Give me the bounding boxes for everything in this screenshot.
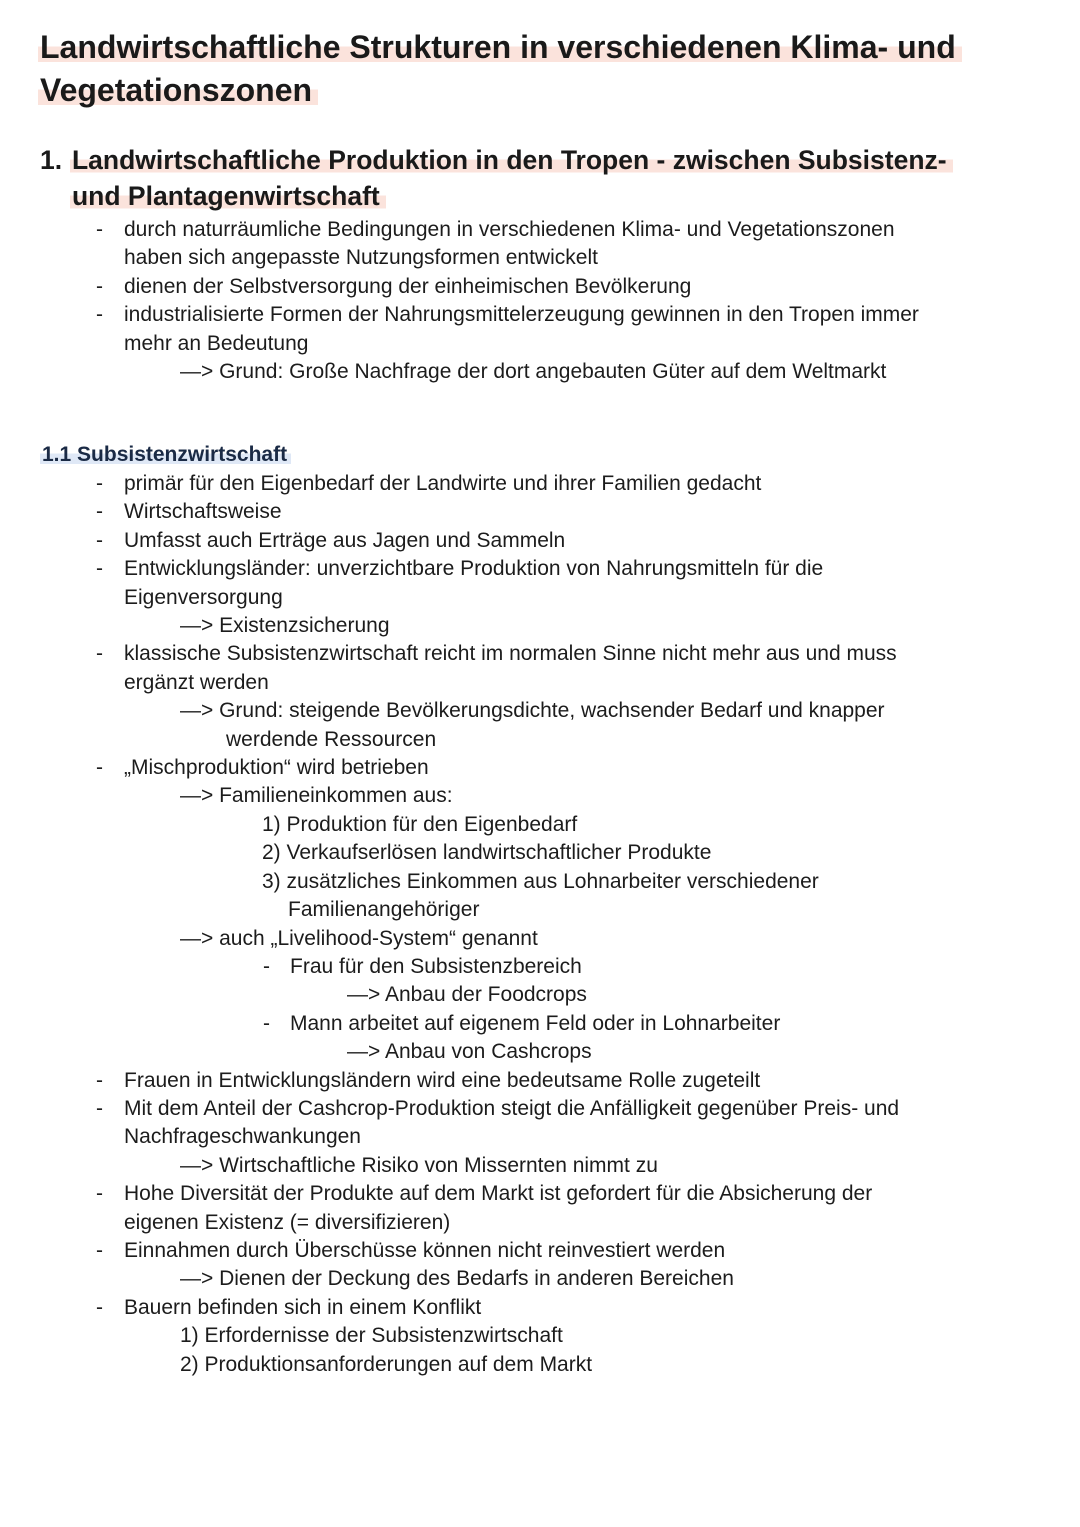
sub-list-item: - Mann arbeitet auf eigenem Feld oder in Lohnarbeiter bbox=[0, 1010, 1060, 1038]
arrow-note: —> Existenzsicherung bbox=[180, 614, 390, 638]
list-item-text: Mit dem Anteil der Cashcrop-Produktion steigt die Anfälligkeit gegenüber Preis- und bbox=[124, 1096, 900, 1120]
section-1-1-heading-text: 1.1 Subsistenzwirtschaft bbox=[40, 443, 291, 466]
section-1-heading-line-1: Landwirtschaftliche Produktion in den Tropen - zwischen Subsistenz- bbox=[70, 145, 953, 175]
list-item-text: Eigenversorgung bbox=[124, 585, 283, 609]
arrow-note: —> Grund: Große Nachfrage der dort angebauten Güter auf dem Weltmarkt bbox=[180, 360, 887, 384]
list-item bbox=[0, 273, 1060, 301]
list-item-text: haben sich angepasste Nutzungsformen entwickelt bbox=[124, 246, 598, 270]
list-item-text: klassische Subsistenzwirtschaft reicht im normalen Sinne nicht mehr aus und muss bbox=[124, 642, 897, 666]
arrow-note: —> Anbau von Cashcrops bbox=[347, 1040, 592, 1064]
numbered-item: 2) Verkaufserlösen landwirtschaftlicher Produkte bbox=[262, 841, 712, 865]
numbered-item bbox=[0, 868, 1060, 925]
list-item-text: Hohe Diversität der Produkte auf dem Markt ist gefordert für die Absicherung der bbox=[124, 1182, 873, 1206]
list-item-text: mehr an Bedeutung bbox=[124, 331, 309, 355]
list-item-text: Nachfrageschwankungen bbox=[124, 1125, 361, 1149]
document-title bbox=[38, 26, 1048, 112]
list-item-text: Entwicklungsländer: unverzichtbare Produktion von Nahrungsmitteln für die bbox=[124, 557, 824, 581]
sub-list-item: - Frau für den Subsistenzbereich bbox=[0, 953, 1060, 981]
section-1-1-list bbox=[0, 470, 1060, 1379]
arrow-note: —> Dienen der Deckung des Bedarfs in anderen Bereichen bbox=[180, 1267, 734, 1291]
section-1-number: 1. bbox=[40, 145, 63, 175]
list-item bbox=[0, 1095, 1060, 1152]
list-item bbox=[0, 1180, 1060, 1237]
list-item: - Umfasst auch Erträge aus Jagen und Sammeln bbox=[0, 527, 1060, 555]
list-item-text: ergänzt werden bbox=[124, 670, 269, 694]
list-item bbox=[0, 301, 1060, 358]
list-item bbox=[0, 640, 1060, 697]
arrow-note: —> auch „Livelihood-System“ genannt bbox=[180, 926, 538, 950]
arrow-note-text: —> Grund: steigende Bevölkerungsdichte, wachsender Bedarf und knapper bbox=[180, 699, 885, 723]
list-item: - Frauen in Entwicklungsländern wird eine bedeutsame Rolle zugeteilt bbox=[0, 1067, 1060, 1095]
section-1-1-heading bbox=[40, 440, 291, 470]
list-item bbox=[0, 555, 1060, 612]
arrow-note: —> Wirtschaftliche Risiko von Missernten nimmt zu bbox=[180, 1153, 658, 1177]
list-item-text: industrialisierte Formen der Nahrungsmittelerzeugung gewinnen in den Tropen immer bbox=[124, 303, 919, 327]
section-1-heading-line-2: und Plantagenwirtschaft bbox=[70, 181, 386, 211]
title-line-1: Landwirtschaftliche Strukturen in verschiedenen Klima- und bbox=[38, 29, 962, 65]
section-1-list bbox=[0, 216, 1060, 386]
numbered-item: 2) Produktionsanforderungen auf dem Markt bbox=[180, 1352, 593, 1376]
list-item-text: eigenen Existenz (= diversifizieren) bbox=[124, 1210, 451, 1234]
list-item: - Wirtschaftsweise bbox=[0, 498, 1060, 526]
numbered-item: 1) Produktion für den Eigenbedarf bbox=[262, 812, 578, 836]
list-item: - primär für den Eigenbedarf der Landwirte und ihrer Familien gedacht bbox=[0, 470, 1060, 498]
list-item: - „Mischproduktion“ wird betrieben bbox=[0, 754, 1060, 782]
section-1-heading bbox=[40, 142, 1050, 214]
list-item: - Bauern befinden sich in einem Konflikt bbox=[0, 1294, 1060, 1322]
list-item: - Einnahmen durch Überschüsse können nicht reinvestiert werden bbox=[0, 1237, 1060, 1265]
arrow-note-text: werdende Ressourcen bbox=[226, 727, 437, 751]
arrow-note: —> Anbau der Foodcrops bbox=[347, 983, 587, 1007]
list-item-text: dienen der Selbstversorgung der einheimischen Bevölkerung bbox=[124, 274, 692, 298]
arrow-note: —> Familieneinkommen aus: bbox=[180, 784, 453, 808]
numbered-item-text: 3) zusätzliches Einkommen aus Lohnarbeiter verschiedener bbox=[262, 869, 819, 893]
arrow-note bbox=[0, 697, 1060, 754]
list-item bbox=[0, 216, 1060, 273]
numbered-item: 1) Erfordernisse der Subsistenzwirtschaft bbox=[180, 1324, 563, 1348]
numbered-item-text: Familienangehöriger bbox=[288, 898, 480, 922]
list-item-text: durch naturräumliche Bedingungen in verschiedenen Klima- und Vegetationszonen bbox=[124, 218, 895, 241]
title-line-2: Vegetationszonen bbox=[38, 72, 318, 108]
